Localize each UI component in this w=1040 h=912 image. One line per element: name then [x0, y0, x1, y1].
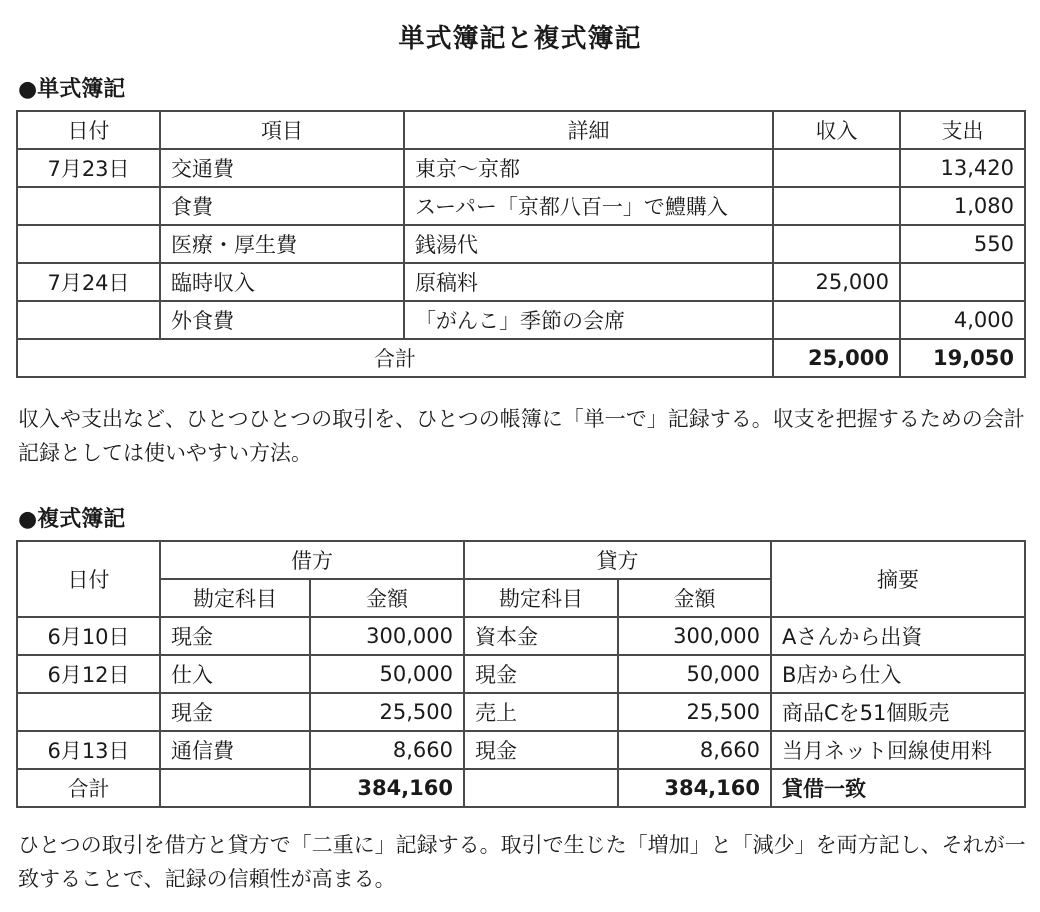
cell-detail: 東京～京都: [404, 149, 773, 187]
header-detail: 詳細: [404, 111, 773, 149]
cell-income: [773, 225, 900, 263]
cell-expense: 1,080: [900, 187, 1025, 225]
cell-date: 7月23日: [17, 149, 160, 187]
total-row: [17, 339, 1025, 377]
cell-income: 25,000: [773, 263, 900, 301]
table-row: [17, 655, 1025, 693]
header-summary: 摘要: [771, 541, 1025, 617]
cell-detail: スーパー「京都八百一」で鱧購入: [404, 187, 773, 225]
double-entry-description: ひとつの取引を借方と貸方で「二重に」記録する。取引で生じた「増加」と「減少」を両方記し、それが一致することで、記録の信頼性が高まる。: [18, 833, 1026, 891]
cell-debit-account: 通信費: [160, 731, 310, 769]
cell-item: 医療・厚生費: [160, 225, 404, 263]
cell-date: 6月13日: [17, 731, 160, 769]
cell-date: 6月10日: [17, 617, 160, 655]
total-income: 25,000: [773, 339, 900, 377]
cell-debit-amount: 25,500: [310, 693, 464, 731]
header-credit-amount: 金額: [618, 579, 771, 617]
table-row: [17, 693, 1025, 731]
total-expense: 19,050: [900, 339, 1025, 377]
double-entry-table: [16, 540, 1026, 808]
table-header-row: [17, 111, 1025, 149]
cell-credit-account: 現金: [464, 731, 618, 769]
header-date: 日付: [17, 111, 160, 149]
cell-credit-amount: 8,660: [618, 731, 771, 769]
header-expense: 支出: [900, 111, 1025, 149]
cell-detail: 「がんこ」季節の会席: [404, 301, 773, 339]
total-credit-amount: 384,160: [618, 769, 771, 807]
cell-item: 臨時収入: [160, 263, 404, 301]
cell-detail: 銭湯代: [404, 225, 773, 263]
double-entry-heading: ●複式簿記: [18, 507, 126, 532]
cell-item: 食費: [160, 187, 404, 225]
total-debit-amount: 384,160: [310, 769, 464, 807]
cell-income: [773, 149, 900, 187]
cell-summary: 商品Cを51個販売: [771, 693, 1025, 731]
cell-date: [17, 693, 160, 731]
cell-debit-account: 現金: [160, 617, 310, 655]
header-debit-amount: 金額: [310, 579, 464, 617]
cell-credit-account: 売上: [464, 693, 618, 731]
cell-date: 6月12日: [17, 655, 160, 693]
cell-credit-amount: 25,500: [618, 693, 771, 731]
cell-summary: Aさんから出資: [771, 617, 1025, 655]
cell-expense: 550: [900, 225, 1025, 263]
single-entry-heading: ●単式簿記: [18, 77, 126, 102]
header-credit: 貸方: [464, 541, 771, 579]
cell-credit-amount: 50,000: [618, 655, 771, 693]
table-header-row: [17, 541, 1025, 579]
cell-date: [17, 187, 160, 225]
cell-credit-amount: 300,000: [618, 617, 771, 655]
cell-debit-amount: 8,660: [310, 731, 464, 769]
single-entry-description: 収入や支出など、ひとつひとつの取引を、ひとつの帳簿に「単一で」記録する。収支を把握するための会計記録としては使いやすい方法。: [18, 407, 1025, 465]
cell-debit-amount: 50,000: [310, 655, 464, 693]
total-debit-account-empty: [160, 769, 310, 807]
header-date: 日付: [17, 541, 160, 617]
table-row: [17, 187, 1025, 225]
table-row: [17, 731, 1025, 769]
header-item: 項目: [160, 111, 404, 149]
header-debit-account: 勘定科目: [160, 579, 310, 617]
total-label: 合計: [17, 339, 773, 377]
cell-debit-account: 現金: [160, 693, 310, 731]
cell-item: 交通費: [160, 149, 404, 187]
cell-summary: B店から仕入: [771, 655, 1025, 693]
table-row: [17, 263, 1025, 301]
single-entry-table: [16, 110, 1026, 378]
total-row: [17, 769, 1025, 807]
cell-detail: 原稿料: [404, 263, 773, 301]
header-debit: 借方: [160, 541, 464, 579]
table-row: [17, 617, 1025, 655]
table-row: [17, 301, 1025, 339]
header-credit-account: 勘定科目: [464, 579, 618, 617]
cell-summary: 当月ネット回線使用料: [771, 731, 1025, 769]
cell-item: 外食費: [160, 301, 404, 339]
total-summary: 貸借一致: [771, 769, 1025, 807]
cell-credit-account: 現金: [464, 655, 618, 693]
cell-date: [17, 301, 160, 339]
table-row: [17, 225, 1025, 263]
cell-expense: 13,420: [900, 149, 1025, 187]
cell-debit-amount: 300,000: [310, 617, 464, 655]
cell-credit-account: 資本金: [464, 617, 618, 655]
cell-expense: [900, 263, 1025, 301]
cell-income: [773, 301, 900, 339]
table-row: [17, 149, 1025, 187]
cell-expense: 4,000: [900, 301, 1025, 339]
page-title: 単式簿記と複式簿記: [398, 24, 642, 54]
cell-date: [17, 225, 160, 263]
header-income: 収入: [773, 111, 900, 149]
total-label: 合計: [17, 769, 160, 807]
cell-debit-account: 仕入: [160, 655, 310, 693]
cell-date: 7月24日: [17, 263, 160, 301]
total-credit-account-empty: [464, 769, 618, 807]
cell-income: [773, 187, 900, 225]
